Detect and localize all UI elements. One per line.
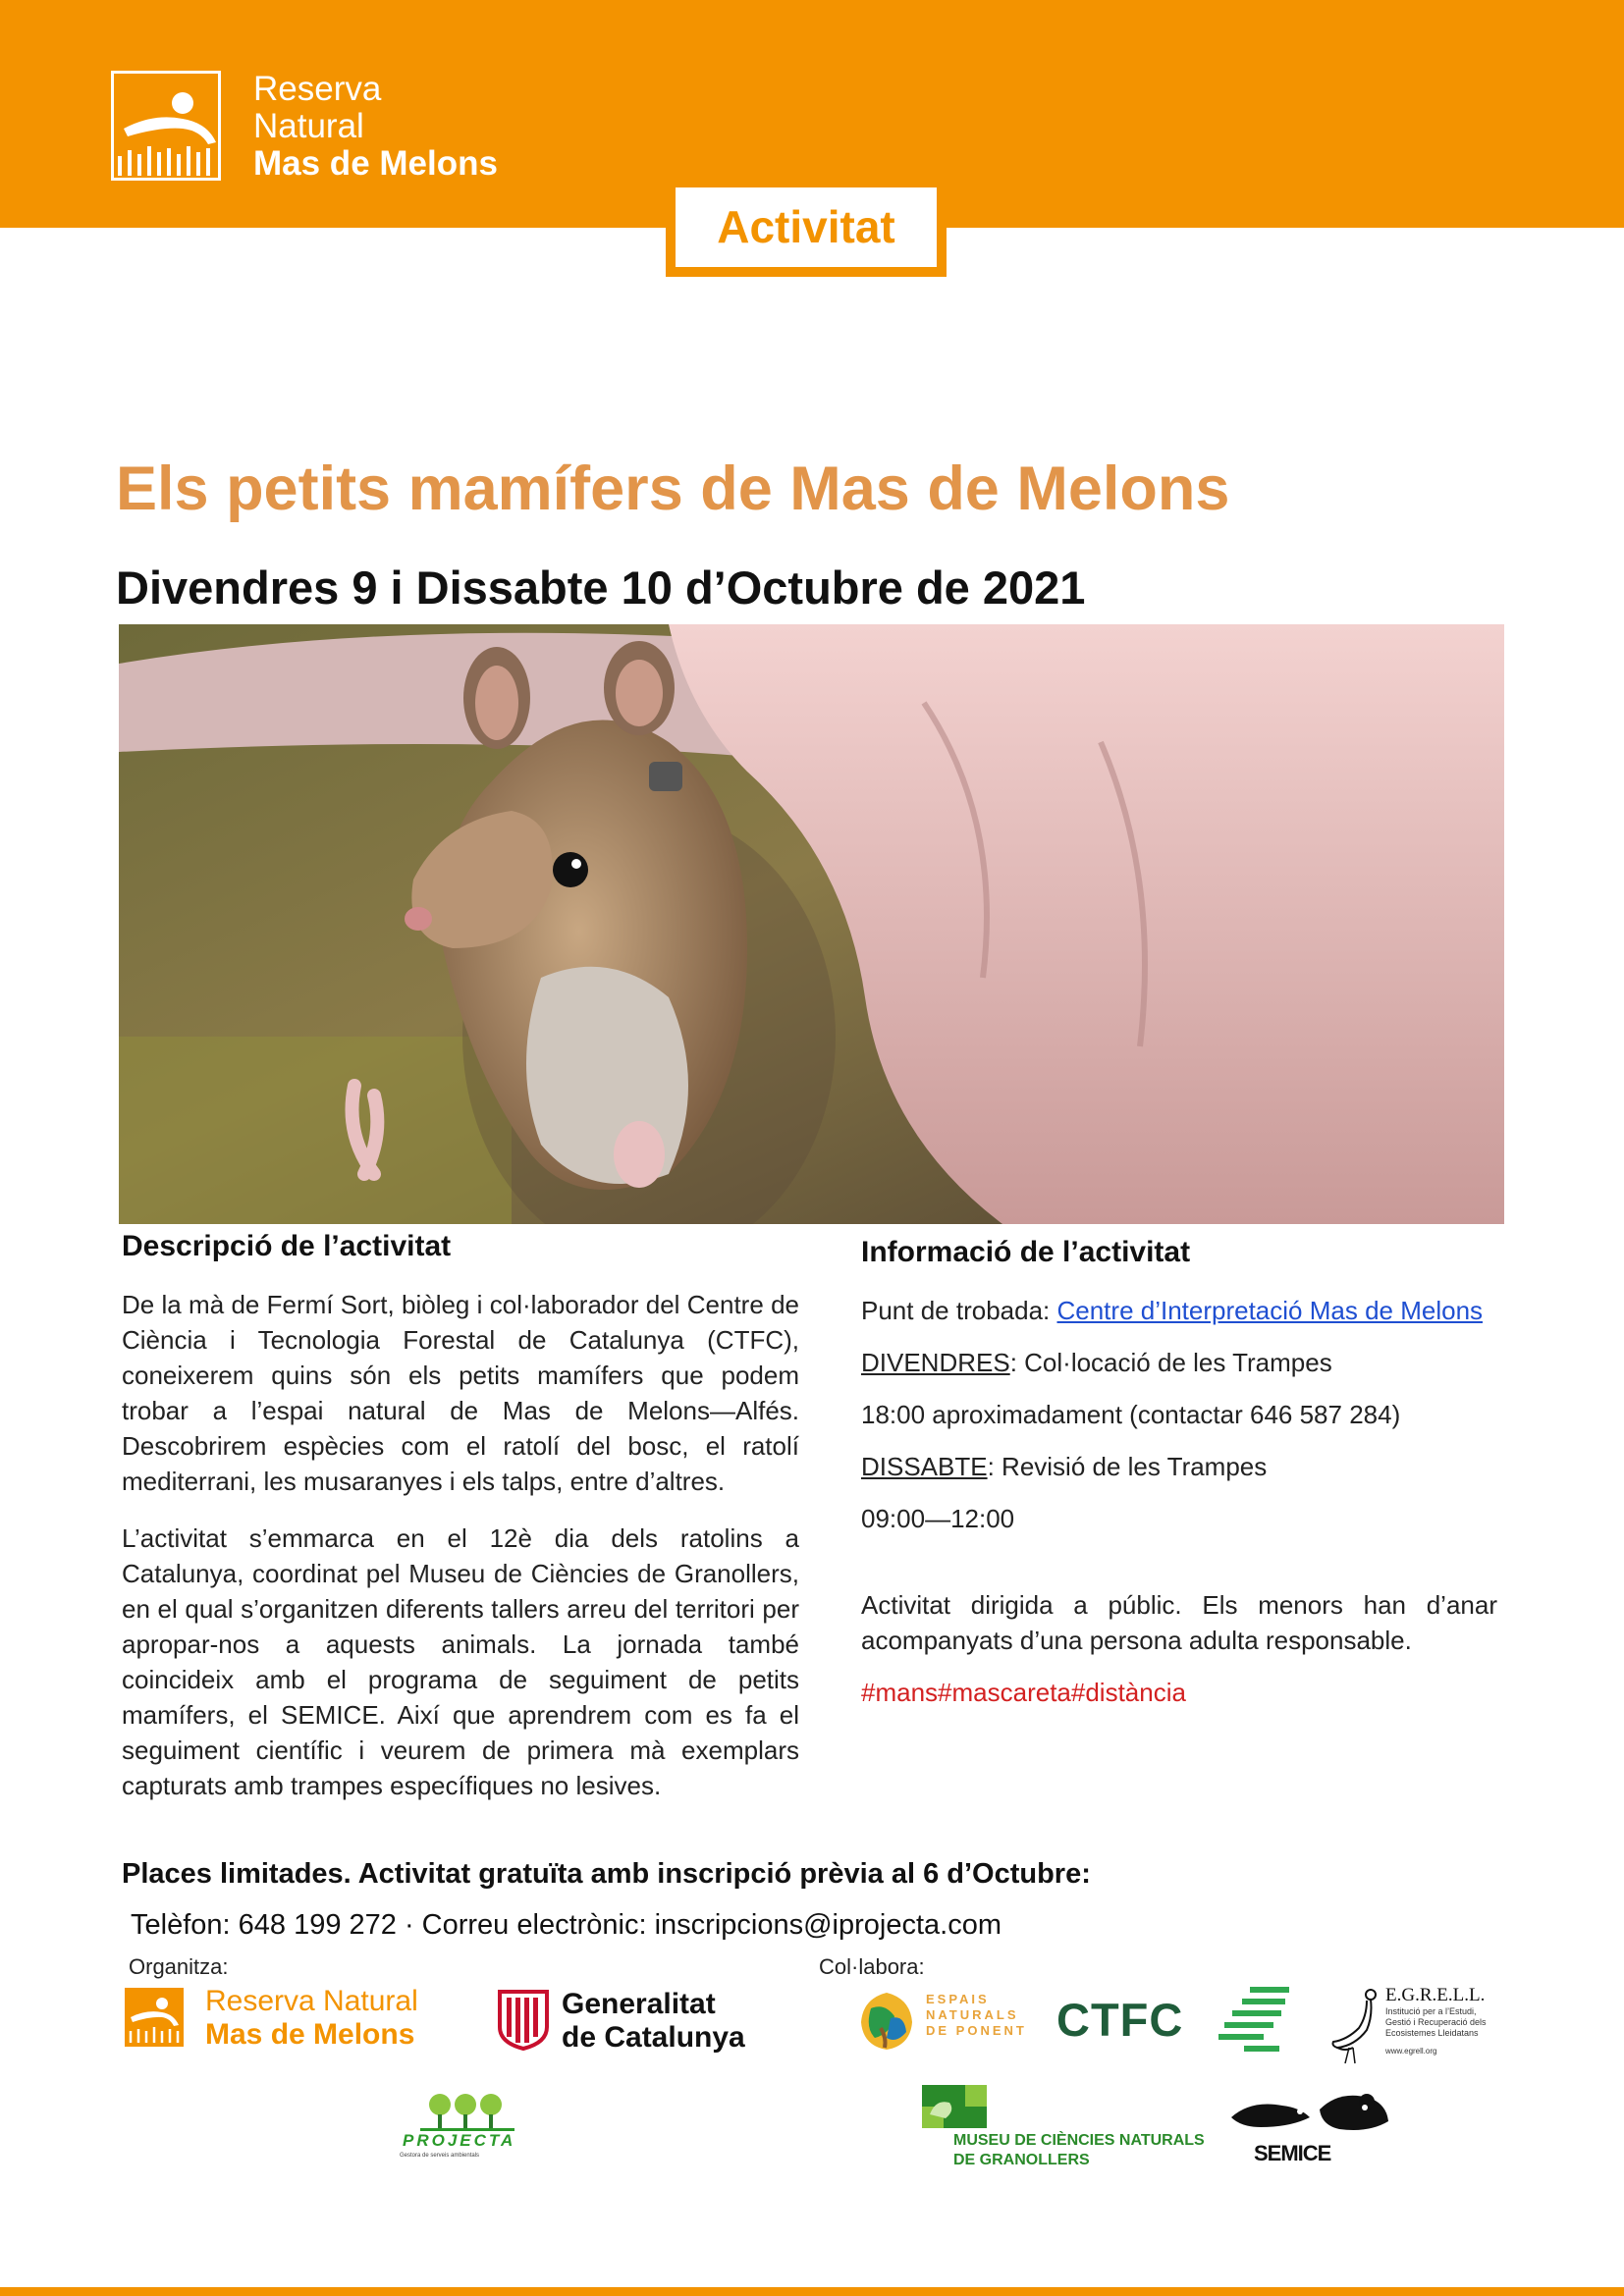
mouse-photo xyxy=(119,624,1504,1224)
description-heading: Descripció de l’activitat xyxy=(122,1230,452,1262)
reserve-logo-icon xyxy=(111,71,221,181)
reserve-small-logo-text xyxy=(205,1985,418,2052)
espais-line-1: ESPAIS xyxy=(926,1992,990,2006)
collabora-label: Col·labora: xyxy=(819,1954,925,1979)
espais-line-2: NATURALS xyxy=(926,2007,1019,2022)
info-heading: Informació de l’activitat xyxy=(861,1236,1191,1268)
footer-bar xyxy=(0,2287,1624,2296)
semice-animals-icon xyxy=(1221,2084,1392,2141)
organitza-label: Organitza: xyxy=(129,1954,229,1979)
semice-logo: SEMICE xyxy=(1254,2141,1331,2165)
reserve-small-logo-icon xyxy=(125,1988,184,2047)
iprojecta-subtitle: Gestora de serveis ambientals xyxy=(400,2153,480,2159)
iprojecta-trees-icon xyxy=(410,2091,518,2132)
friday-label: DIVENDRES xyxy=(861,1348,1010,1377)
activity-tab xyxy=(666,178,947,277)
egrell-url: www.egrell.org xyxy=(1385,2047,1437,2056)
rn-line-1: Reserva Natural xyxy=(205,1985,418,2017)
description-paragraph-1: De la mà de Fermí Sort, biòleg i col·laborador del Centre de Ciència i Tecnologia Forestal de Catalunya (CTFC), coneixerem quins són els petits mamífers que podem trobar a l’espai natural de Mas de Melons—Alfés. Descobrirem espècies com el ratolí del bosc, el ratolí mediterrani, les musaranyes i els talps, entre d’altres. xyxy=(122,1290,799,1496)
description-paragraph-2: L’activitat s’emmarca en el 12è dia dels ratolins a Catalunya, coordinat pel Museu de Ciències de Granollers, en el qual s’organitzen diferents tallers arreu del territori per apropar-nos a aquests animals. La jornada també coincideix amb el programa de seguiment de petits mamífers, el SEMICE. Així que aprendrem com es fa el seguiment científic i veurem de primera mà exemplars capturats amb trampes específiques no lesives. xyxy=(122,1523,799,1800)
meeting-link[interactable]: Centre d’Interpretació Mas de Melons xyxy=(1056,1296,1484,1325)
ctfc-logo: CTFC xyxy=(1056,1994,1184,2046)
meeting-label: Punt de trobada: xyxy=(861,1296,1057,1325)
generalitat-logo-text xyxy=(562,1988,745,2055)
saturday-label: DISSABTE xyxy=(861,1452,988,1481)
egrell-subtitle: Institució per a l’Estudi, Gestió i Recuperació dels Ecosistemes Lleidatans xyxy=(1385,2006,1487,2038)
event-title: Els petits mamífers de Mas de Melons xyxy=(116,454,1230,523)
egrell-bird-icon xyxy=(1327,1987,1382,2065)
audience-note: Activitat dirigida a públic. Els menors han d’anar acompanyats d’una persona adulta responsable. xyxy=(861,1590,1497,1655)
logo-line-2: Natural xyxy=(253,107,364,145)
info-section xyxy=(861,1236,1497,1727)
espais-naturals-text xyxy=(926,1992,1027,2039)
museu-text xyxy=(953,2131,1205,2170)
friday-time: 18:00 aproximadament (contactar 646 587 284) xyxy=(861,1400,1401,1429)
espais-line-3: DE PONENT xyxy=(926,2023,1027,2038)
contact-line: Telèfon: 648 199 272 · Correu electrònic: inscripcions@iprojecta.com xyxy=(131,1909,1001,1941)
friday-line xyxy=(861,1345,1497,1380)
places-notice: Places limitades. Activitat gratuïta amb inscripció prèvia al 6 d’Octubre: xyxy=(122,1858,1091,1890)
meeting-point xyxy=(861,1293,1497,1328)
museu-line-1: MUSEU DE CIÈNCIES NATURALS xyxy=(953,2132,1205,2149)
espais-naturals-logo-icon xyxy=(851,1989,922,2054)
friday-text: : Col·locació de les Trampes xyxy=(1009,1348,1332,1377)
rn-line-2: Mas de Melons xyxy=(205,2018,415,2051)
reserve-logo-text xyxy=(253,71,498,183)
saturday-line xyxy=(861,1449,1497,1484)
logo-line-3: Mas de Melons xyxy=(253,144,498,183)
green-stripes-logo-icon xyxy=(1215,1983,1301,2059)
logo-line-1: Reserva xyxy=(253,70,382,108)
museu-logo-icon xyxy=(922,2085,1010,2128)
museu-line-2: DE GRANOLLERS xyxy=(953,2152,1090,2168)
event-date: Divendres 9 i Dissabte 10 d’Octubre de 2021 xyxy=(116,561,1086,614)
description-section xyxy=(122,1230,799,1825)
gen-line-1: Generalitat xyxy=(562,1988,716,2020)
hashtags: #mans#mascareta#distància xyxy=(861,1678,1186,1707)
activity-tab-label: Activitat xyxy=(676,187,937,267)
iprojecta-logo: PROJECTA xyxy=(403,2131,516,2150)
saturday-time: 09:00—12:00 xyxy=(861,1504,1015,1533)
gen-line-2: de Catalunya xyxy=(562,2021,745,2054)
generalitat-logo-icon xyxy=(496,1988,551,2051)
egrell-title: E.G.R.E.L.L. xyxy=(1385,1985,1486,2005)
saturday-text: : Revisió de les Trampes xyxy=(987,1452,1268,1481)
